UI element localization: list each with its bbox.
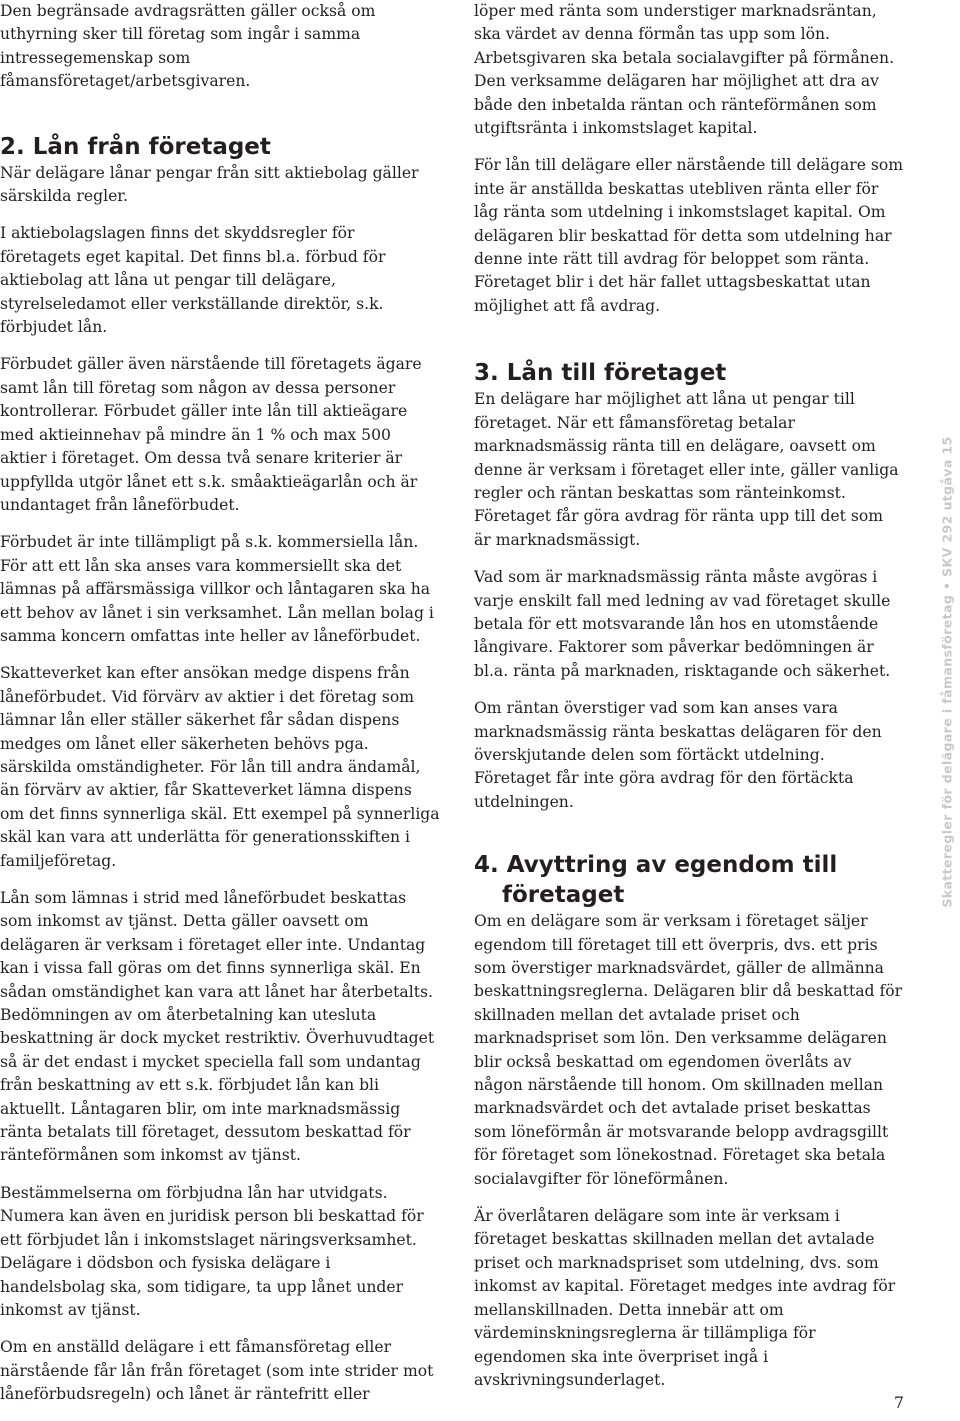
section-2-heading — [0, 132, 440, 162]
section-4-paragraph: Om en delägare som är verksam i företaget säljer egendom till företaget till ett överpris, dvs. ett pris som överstiger marknadsvärdet, gäller de allmänna beskattningsreglerna. Delägaren blir då beskattad för skillnaden mellan det avtalade priset och marknadspriset som lön. Den verksamme delägaren blir också beskattad om egendomen överlåts av någon närstående till honom. Om skillnaden mellan marknadsvärdet och det avtalade priset beskattas som löneförmån är motsvarande belopp avdragsgillt för företaget som lönekostnad. Företaget ska betala socialavgifter för löneförmånen. — [474, 912, 903, 1188]
intro-paragraph: Den begränsade avdragsrätten gäller också om uthyrning sker till företag som ingår i samma intressegemenskap som fåmansföretaget/arbetsgivaren. — [0, 2, 376, 91]
section-2-paragraph: Lån som lämnas i strid med låneförbudet beskattas som inkomst av tjänst. Detta gäller oavsett om delägaren är verksam i företaget eller inte. Undantag kan i vissa fall göras om det finns synnerliga skäl. En sådan omständighet kan vara att lånet har återbetalts. Bedömningen av om återbetalning kan utesluta beskattning är dock mycket restriktiv. Överhuvudtaget så är det endast i mycket speciella fall som undantag från beskattning av ett s.k. förbjudet lån kan bli aktuellt. Låntagaren blir, om inte marknadsmässig ränta betalats till företaget, dessutom beskattad för ränteförmånen som inkomst av tjänst. — [0, 889, 435, 1165]
section-2-paragraph: Förbudet är inte tillämpligt på s.k. kommersiella lån. För att ett lån ska anses vara kommersiellt ska det lämnas på affärsmässiga villkor och låntagaren ska ha ett behov av lånet i sin verksamhet. Lån mellan bolag i samma koncern omfattas inte heller av låneförbudet. — [0, 533, 434, 645]
continuation-paragraph: löper med ränta som understiger marknadsräntan, ska värdet av denna förmån tas upp som lön. Arbetsgivaren ska betala socialavgifter på förmånen. Den verksamme delägaren har möjlighet att dra av både den inbetalda räntan och ränteförmånen som utgiftsränta i inkomstslaget kapital. — [474, 2, 895, 138]
left-column — [0, 0, 440, 1421]
section-2-paragraph: Skatteverket kan efter ansökan medge dispens från låneförbudet. Vid förvärv av aktier i det företag som lämnar lån eller ställer säkerhet får sådan dispens medges om lånet eller säkerheten behövs pga. särskilda omständigheter. För lån till andra ändamål, än förvärv av aktier, får Skatteverket lämna dispens om det finns synnerliga skäl. Ett exempel på synnerliga skäl kan vara att underlätta för generationsskiften i familjeföretag. — [0, 664, 440, 870]
section-3-paragraph: Vad som är marknadsmässig ränta måste avgöras i varje enskilt fall med ledning av vad företaget skulle betala för ett motsvarande lån hos en utomstående långivare. Faktorer som påverkar bedömningen är bl.a. ränta på marknaden, risktagande och säkerhet. — [474, 568, 891, 680]
section-2-paragraph: Bestämmelserna om förbjudna lån har utvidgats. Numera kan även en juridisk person bli beskattad för ett förbjudet lån i inkomstslaget näringsverksamhet. Delägare i dödsbon och fysiska delägare i handelsbolag ska, som tidigare, ta upp lånet under inkomst av tjänst. — [0, 1183, 424, 1319]
section-4-heading — [474, 850, 904, 910]
section-3-heading — [474, 358, 904, 388]
page-number: 7 — [894, 1394, 904, 1412]
right-column — [474, 0, 904, 1406]
section-2-paragraph: I aktiebolagslagen finns det skyddsregler för företagets eget kapital. Det finns bl.a. förbud för aktiebolag att låna ut pengar till delägare, styrelseledamot eller verkställande direktör, s.k. förbjudet lån. — [0, 224, 386, 337]
sidebar — [932, 0, 960, 1413]
section-2-paragraph: När delägare lånar pengar från sitt aktiebolag gäller särskilda regler. — [0, 163, 419, 206]
continuation-paragraph: För lån till delägare eller närstående till delägare som inte är anställda beskattas utebliven ränta eller för låg ränta som utdelning i inkomstslaget kapital. Om delägaren blir beskattad för detta som utdelning har denne inte rätt till avdrag för beloppet som ränta. Företaget blir i det här fallet uttagsbeskattat utan möjlighet att få avdrag. — [474, 156, 904, 315]
section-3-title: Lån till företaget — [506, 360, 727, 387]
sidebar-publication-label: Skatteregler för delägare i fåmansföretag • SKV 292 utgåva 15 — [939, 436, 955, 908]
section-4-number: 4. — [474, 852, 499, 879]
section-4-title: Avyttring av egendom till företaget — [502, 852, 838, 909]
section-3-number: 3. — [474, 360, 499, 387]
section-2-paragraph: Förbudet gäller även närstående till företagets ägare samt lån till företag som någon av dessa personer kontrollerar. Förbudet gäller inte lån till aktieägare med aktieinnehav på mindre än 1 % och max 500 aktier i företaget. Om dessa två senare kriterier är uppfyllda utgör lånet ett s.k. småaktieägarlån och är undantaget från låneförbudet. — [0, 355, 422, 514]
section-2-paragraph: Om en anställd delägare i ett fåmansföretag eller närstående får lån från företaget (som inte strider mot låneförbudsregeln) och lånet är räntefritt eller — [0, 1338, 434, 1404]
section-4-paragraph: Är överlåtaren delägare som inte är verksam i företaget beskattas skillnaden mellan det avtalade priset och marknadspriset som utdelning, dvs. som inkomst av kapital. Företaget medges inte avdrag för mellanskillnaden. Detta innebär att om värdeminskningsreglerna är tillämpliga för egendomen ska inte överpriset ingå i avskrivningsunderlaget. — [474, 1207, 896, 1389]
section-2-number: 2. — [0, 133, 25, 160]
section-2-title: Lån från företaget — [32, 133, 271, 160]
section-3-paragraph: Om räntan överstiger vad som kan anses vara marknadsmässig ränta beskattas delägaren för den överskjutande delen som förtäckt utdelning. Företaget får inte göra avdrag för den förtäckta utdelningen. — [474, 699, 882, 811]
section-3-paragraph: En delägare har möjlighet att låna ut pengar till företaget. När ett fåmansföretag betalar marknadsmässig ränta till en delägare, oavsett om denne är verksam i företaget eller inte, gäller vanliga regler och räntan beskattas som ränteinkomst. Företaget får göra avdrag för ränta upp till det som är marknadsmässigt. — [474, 390, 899, 549]
